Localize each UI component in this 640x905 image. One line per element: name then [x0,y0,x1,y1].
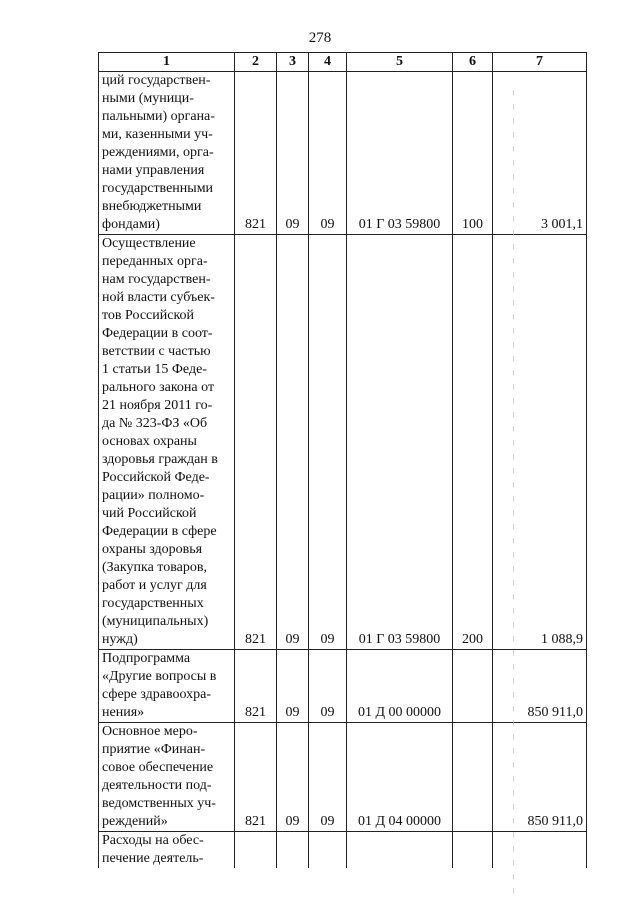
row-subsection-code: 09 [309,235,347,650]
row-expense-type [453,832,493,869]
header-row [99,53,587,72]
row-target-code [347,832,453,869]
header-col-6: 6 [453,53,493,72]
row-subsection-code [309,832,347,869]
scan-artifact-dotted-line [513,90,514,900]
row-ministry-code: 821 [235,235,277,650]
row-section-code: 09 [277,650,309,723]
row-ministry-code [235,832,277,869]
row-name: Подпрограмма «Другие вопросы в сфере здравоохра- нения» [99,650,235,723]
row-subsection-code: 09 [309,723,347,832]
header-col-1: 1 [99,53,235,72]
row-expense-type [453,723,493,832]
header-col-4: 4 [309,53,347,72]
row-target-code: 01 Д 04 00000 [347,723,453,832]
row-expense-type: 100 [453,72,493,235]
row-amount: 1 088,9 [493,235,587,650]
row-name: ций государствен- ными (муници- пальными) органа- ми, казенными уч- реждениями, орга- нами управления государственными внебюджетными фондами) [99,72,235,235]
row-ministry-code: 821 [235,650,277,723]
row-subsection-code: 09 [309,650,347,723]
row-section-code [277,832,309,869]
header-col-5: 5 [347,53,453,72]
table-header [99,53,587,72]
row-amount: 850 911,0 [493,723,587,832]
row-expense-type: 200 [453,235,493,650]
row-amount [493,832,587,869]
row-ministry-code: 821 [235,72,277,235]
row-target-code: 01 Г 03 59800 [347,72,453,235]
row-name: Осуществление переданных орга- нам государствен- ной власти субъек- тов Российской Федерации в соот- ветствии с частью 1 статьи 15 Феде- рального закона от 21 ноября 2011 го- да № 323-ФЗ «Об основах охраны здоровья граждан в Российской Феде- рации» полномо- чий Российской Федерации в сфере охраны здоровья (Закупка товаров, работ и услуг для государственных (муниципальных) нужд) [99,235,235,650]
row-section-code: 09 [277,235,309,650]
row-name: Расходы на обес- печение деятель- [99,832,235,869]
row-expense-type [453,650,493,723]
row-name: Основное меро- приятие «Финан- совое обеспечение деятельности под- ведомственных уч- реждений» [99,723,235,832]
page-number: 278 [308,30,332,46]
row-target-code: 01 Д 00 00000 [347,650,453,723]
row-subsection-code: 09 [309,72,347,235]
row-amount: 3 001,1 [493,72,587,235]
row-section-code: 09 [277,723,309,832]
row-amount: 850 911,0 [493,650,587,723]
row-section-code: 09 [277,72,309,235]
header-col-7: 7 [493,53,587,72]
row-ministry-code: 821 [235,723,277,832]
header-col-3: 3 [277,53,309,72]
header-col-2: 2 [235,53,277,72]
row-target-code: 01 Г 03 59800 [347,235,453,650]
